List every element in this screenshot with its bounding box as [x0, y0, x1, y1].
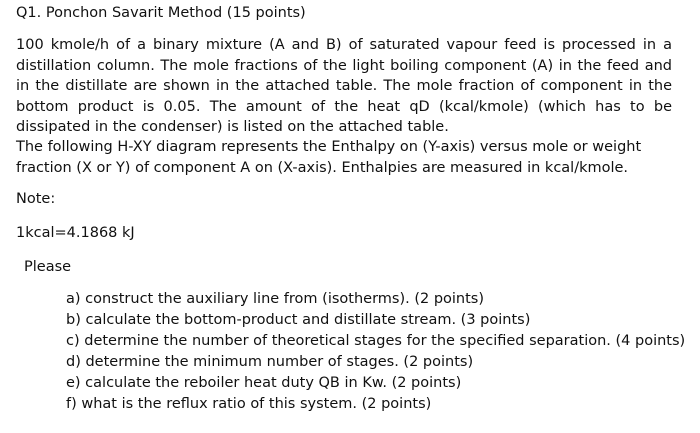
problem-statement-paragraph: 100 kmole/h of a binary mixture (A and B) of saturated vapour feed is processed in a distillation column. The mole fractions of the light boiling component (A) in the feed and in the distillate are shown in the attached table. The mole fraction of component in the bottom product is 0.05. The amount of the heat qD (kcal/kmole) (which has to be dissipated in the condenser) is listed on the attached table. [16, 37, 672, 135]
question-title: Q1. Ponchon Savarit Method (15 points) [16, 5, 306, 21]
task-item-c: c) determine the number of theoretical stages for the specified separation. (4 points) [66, 333, 686, 349]
task-item-a: a) construct the auxiliary line from (isotherms). (2 points) [66, 291, 485, 307]
please-label: Please [24, 259, 72, 275]
unit-conversion: 1kcal=4.1868 kJ [16, 225, 135, 241]
task-list [66, 289, 685, 415]
note-label: Note: [16, 191, 56, 207]
diagram-description-paragraph: The following H-XY diagram represents the Enthalpy on (Y-axis) versus mole or weight fraction (X or Y) of component A on (X-axis). Enthalpies are measured in kcal/kmole. [16, 139, 642, 176]
task-item-b: b) calculate the bottom-product and distillate stream. (3 points) [66, 312, 531, 328]
task-item-d: d) determine the minimum number of stages. (2 points) [66, 354, 474, 370]
task-item-f: f) what is the reflux ratio of this system. (2 points) [66, 396, 432, 412]
task-item-e: e) calculate the reboiler heat duty QB in Kw. (2 points) [66, 375, 462, 391]
